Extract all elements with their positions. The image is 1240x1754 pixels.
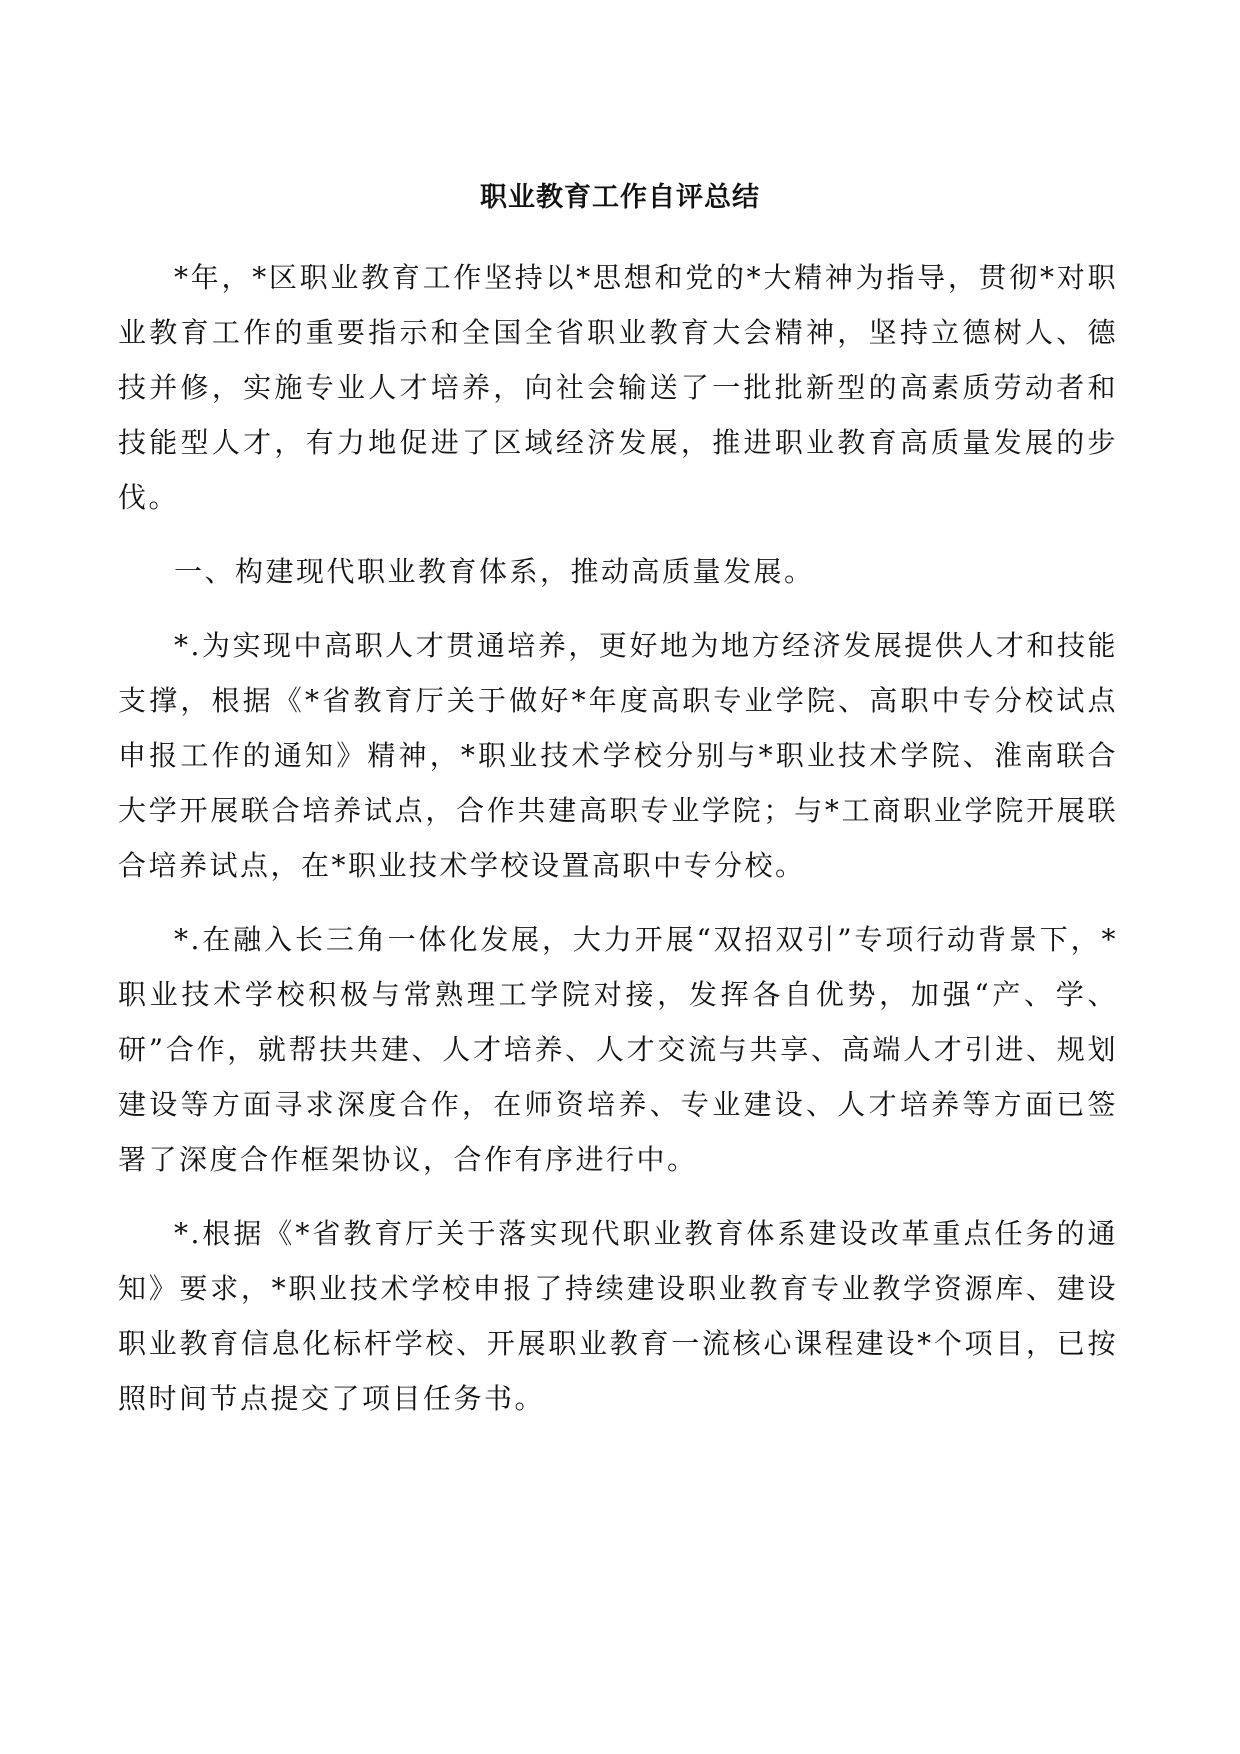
- document-title: 职业教育工作自评总结: [480, 182, 760, 213]
- body-paragraph: *.根据《*省教育厅关于落实现代职业教育体系建设改革重点任务的通知》要求，*职业技术学校申报了持续建设职业教育专业教学资源库、建设职业教育信息化标杆学校、开展职业教育一流核心课程建设*个项目，已按照时间节点提交了项目任务书。: [118, 1217, 1118, 1415]
- intro-paragraph: *年，*区职业教育工作坚持以*思想和党的*大精神为指导，贯彻*对职业教育工作的重要指示和全国全省职业教育大会精神，坚持立德树人、德技并修，实施专业人才培养，向社会输送了一批批新型的高素质劳动者和技能型人才，有力地促进了区域经济发展，推进职业教育高质量发展的步伐。: [118, 261, 1118, 514]
- body-paragraph: *.为实现中高职人才贯通培养，更好地为地方经济发展提供人才和技能支撑，根据《*省教育厅关于做好*年度高职专业学院、高职中专分校试点申报工作的通知》精神，*职业技术学校分别与*职业技术学院、淮南联合大学开展联合培养试点，合作共建高职专业学院；与*工商职业学院开展联合培养试点，在*职业技术学校设置高职中专分校。: [118, 629, 1118, 882]
- body-paragraph: *.在融入长三角一体化发展，大力开展“双招双引”专项行动背景下，*职业技术学校积极与常熟理工学院对接，发挥各自优势，加强“产、学、研”合作，就帮扶共建、人才培养、人才交流与共享、高端人才引进、规划建设等方面寻求深度合作，在师资培养、专业建设、人才培养等方面已签署了深度合作框架协议，合作有序进行中。: [118, 923, 1118, 1176]
- document-body: [118, 250, 1118, 1426]
- section-heading: 一、构建现代职业教育体系，推动高质量发展。: [174, 555, 815, 588]
